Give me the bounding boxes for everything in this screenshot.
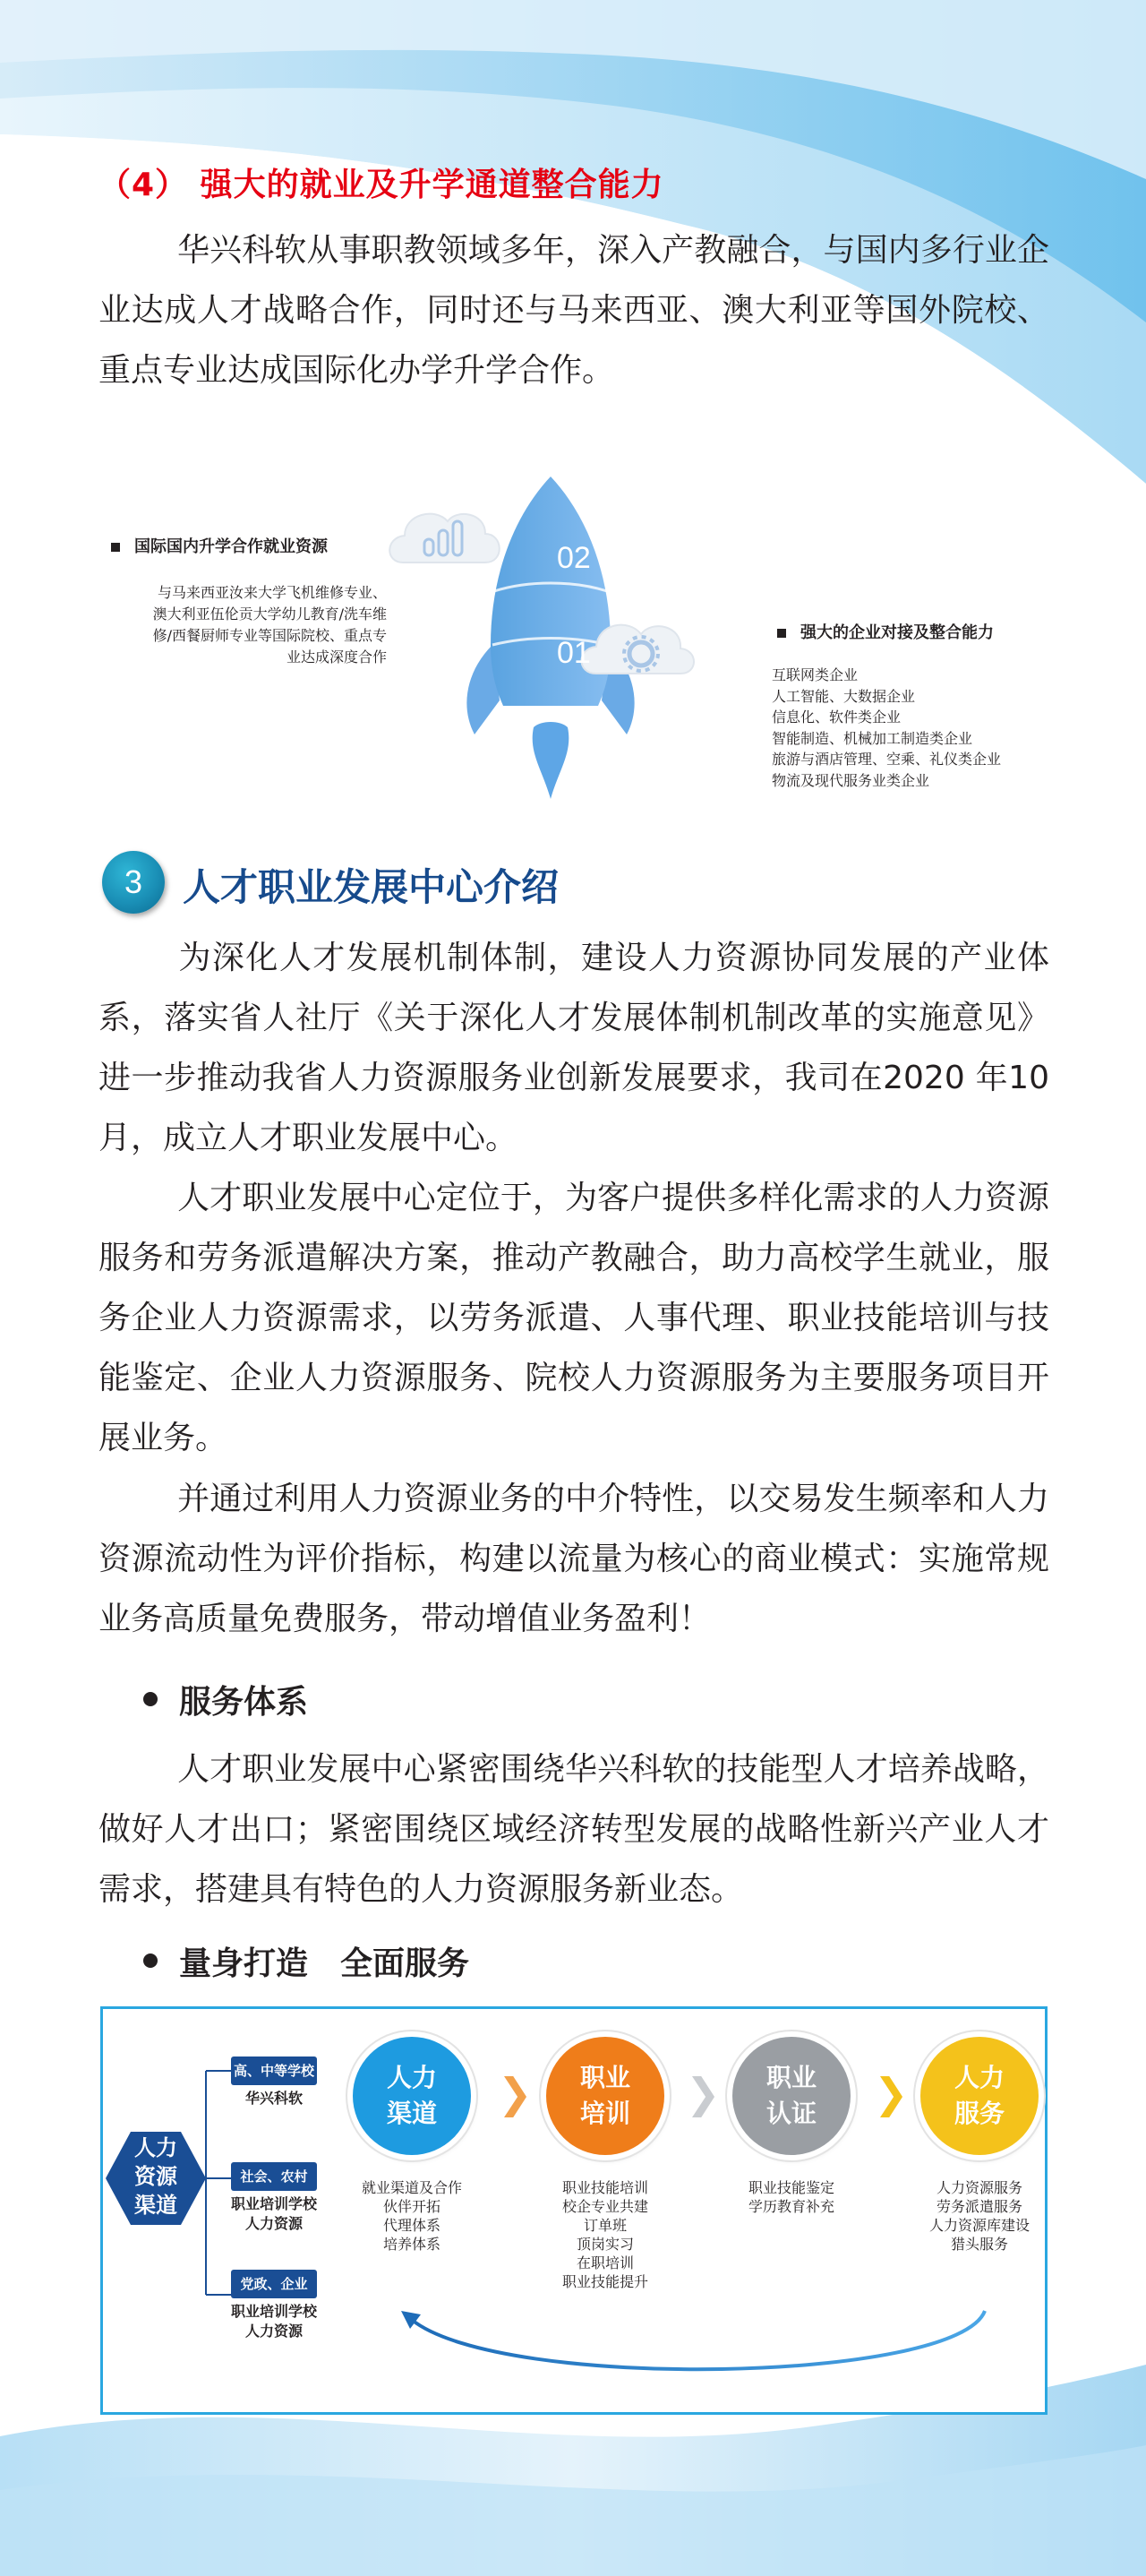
channel-tag-sub: 职业培训学校 人力资源: [230, 2195, 317, 2232]
stage-circle-certification: 职业 认证: [732, 2037, 851, 2155]
hex-badge-label: 人力 资源 渠道: [134, 2135, 177, 2218]
list-item: 互联网类企业: [772, 666, 859, 683]
channel-tag-sub: 职业培训学校 人力资源: [230, 2303, 317, 2340]
left-info-title: 国际国内升学合作就业资源: [111, 534, 328, 557]
body-paragraph: 并通过利用人力资源业务的中介特性，以交易发生频率和人力资源流动性为评价指标，构建以流量为核心的商业模式：实施常规业务高质量免费服务，带动增值业务盈利！: [98, 1481, 1049, 1637]
bullet-heading: 量身打造 全面服务: [179, 1945, 470, 1982]
channel-tag: 高、中等学校: [231, 2057, 317, 2085]
cycle-arrow: [394, 2302, 1003, 2391]
intro-paragraph: 华兴科软从事职教领域多年，深入产教融合，与国内多行业企业达成人才战略合作，同时还与马来西亚、澳大利亚等国外院校、重点专业达成国际化办学升学合作。: [98, 232, 1049, 389]
left-info-description: 与马来西亚汝来大学飞机维修专业、 澳大利亚伍伦贡大学幼儿教育/洗车维 修/西餐厨师专业等国际院校、重点专 业达成深度合作: [152, 584, 387, 665]
rocket-number-bottom: 01: [557, 636, 591, 670]
body-paragraph: 人才职业发展中心紧密围绕华兴科软的技能型人才培养战略，做好人才出口；紧密围绕区域经济转型发展的战略性新兴产业人才需求，搭建具有特色的人力资源服务新业态。: [98, 1751, 1049, 1908]
section-number-badge: 3: [102, 851, 165, 914]
bullet-dot-icon: [143, 1692, 158, 1706]
rocket-graphic: [385, 466, 725, 806]
list-item: 人工智能、大数据企业: [772, 687, 916, 705]
stage-description: 职业技能培训 校企专业共建 订单班 顶岗实习 在职培训 职业技能提升: [561, 2179, 648, 2290]
section-subheading: （4） 强大的就业及升学通道整合能力: [98, 167, 664, 203]
stage-circle-training: 职业 培训: [546, 2037, 664, 2155]
rocket-number-top: 02: [557, 541, 591, 575]
chevron-right-icon: ❯: [874, 2069, 909, 2117]
bullet-dot-icon: [143, 1953, 158, 1968]
list-item: 旅游与酒店管理、空乘、礼仪类企业: [772, 751, 1002, 768]
stage-description: 职业技能鉴定 学历教育补充: [748, 2179, 834, 2215]
cloud-chart-icon: [389, 514, 500, 562]
stage-circle-channel: 人力 渠道: [353, 2037, 471, 2155]
right-info-list: [772, 665, 1001, 791]
stage-description: 就业渠道及合作 伙伴开拓 代理体系 培养体系: [361, 2179, 462, 2253]
stage-circle-service: 人力 服务: [920, 2037, 1039, 2155]
right-info-title: 强大的企业对接及整合能力: [777, 620, 994, 643]
square-bullet-icon: [777, 629, 786, 638]
list-item: 信息化、软件类企业: [772, 708, 902, 726]
square-bullet-icon: [111, 543, 120, 552]
body-paragraph: 为深化人才发展机制体制，建设人力资源协同发展的产业体系，落实省人社厅《关于深化人才发展体制机制改革的实施意见》进一步推动我省人力资源服务业创新发展要求，我司在2020 年10 月，成立人才职业发展中心。: [98, 940, 1049, 1156]
chevron-right-icon: ❯: [498, 2069, 533, 2117]
channel-tag-sub: 华兴科软: [244, 2090, 303, 2107]
bullet-heading: 服务体系: [179, 1684, 309, 1721]
stage-description: 人力资源服务 劳务派遣服务 人力资源库建设 猎头服务: [928, 2179, 1030, 2253]
chevron-right-icon: ❯: [686, 2069, 721, 2117]
list-item: 智能制造、机械加工制造类企业: [772, 729, 973, 747]
channel-tag: 社会、农村: [231, 2162, 317, 2191]
body-paragraph: 人才职业发展中心定位于，为客户提供多样化需求的人力资源服务和劳务派遣解决方案，推动产教融合，助力高校学生就业，服务企业人力资源需求，以劳务派遣、人事代理、职业技能培训与技能鉴定、企业人力资源服务、院校人力资源服务为主要服务项目开展业务。: [98, 1180, 1049, 1456]
channel-tag: 党政、企业: [231, 2270, 317, 2298]
section-title: 人才职业发展中心介绍: [183, 865, 560, 909]
list-item: 物流及现代服务业类企业: [772, 771, 930, 789]
